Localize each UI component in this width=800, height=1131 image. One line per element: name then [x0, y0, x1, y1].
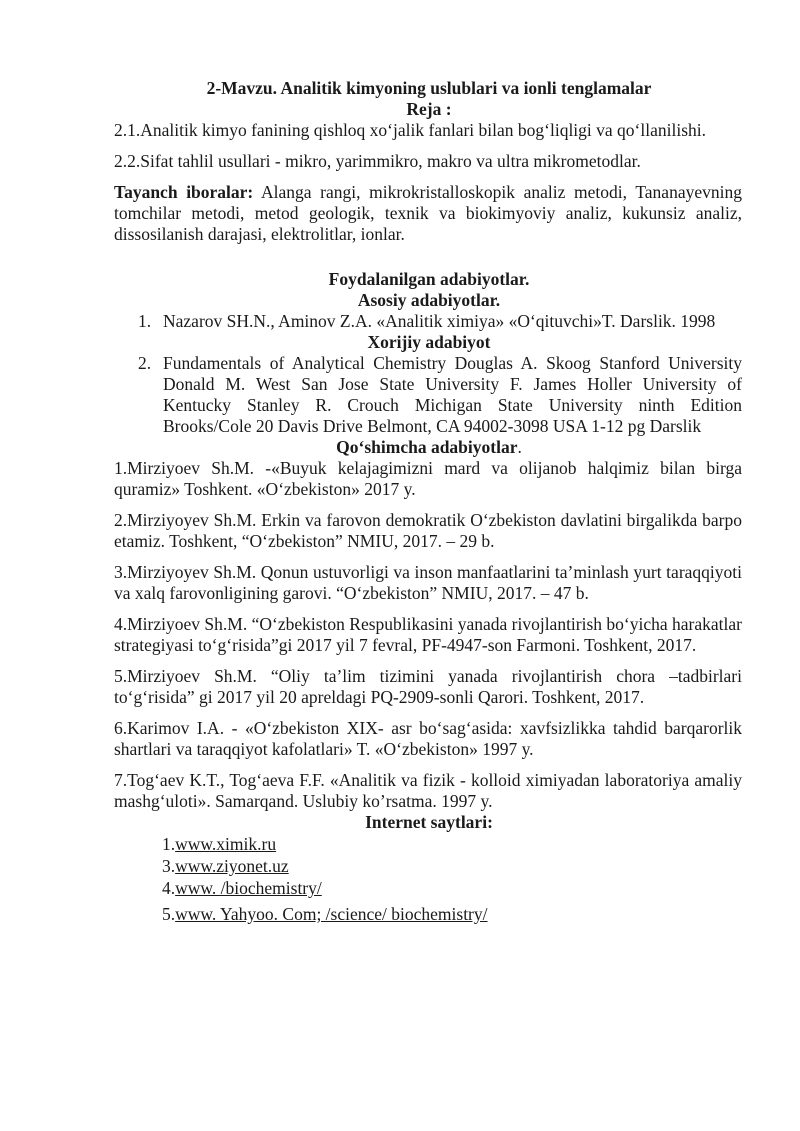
internet-list [162, 833, 742, 925]
foreign-literature-heading: Xorijiy adabiyot [367, 332, 491, 352]
additional-item-7: 7.Tog‘aev K.T., Tog‘aeva F.F. «Analitik va fizik - kolloid ximiyadan laboratoriya amaliy mashg‘uloti». Samarqand. Uslubiy ko’rsatma. 1997 y. [114, 770, 742, 811]
internet-link-ximik[interactable]: www.ximik.ru [175, 834, 277, 854]
literature-heading: Foydalanilgan adabiyotlar. [328, 269, 530, 289]
document-page [116, 78, 742, 925]
keywords-label: Tayanch iboralar: [114, 182, 254, 202]
page-title: 2-Mavzu. Analitik kimyoning uslublari va ionli tenglamalar [206, 78, 652, 98]
additional-item-1: 1.Mirziyoev Sh.M. -«Buyuk kelajagimizni mard va olijanob halqimiz bilan birga quramiz» Toshkent. «O‘zbekiston» 2017 y. [114, 458, 742, 499]
internet-heading: Internet saytlari: [365, 812, 493, 832]
additional-item-2: 2.Mirziyoyev Sh.M. Erkin va farovon demokratik O‘zbekiston davlatini birgalikda barpo etamiz. Toshkent, “O‘zbekiston” NMIU, 2017. – 29 b. [114, 510, 742, 551]
plan-item-1: 2.1.Analitik kimyo fanining qishloq xo‘jalik fanlari bilan bog‘liqligi va qo‘llanilishi. [114, 120, 707, 140]
additional-item-4: 4.Mirziyoev Sh.M. “O‘zbekiston Respublikasini yanada rivojlantirish bo‘yicha harakatlar strategiyasi to‘g‘risida”gi 2017 yil 7 fevral, PF-4947-son Farmoni. Toshkent, 2017. [114, 614, 742, 655]
foreign-literature-list [116, 353, 742, 437]
internet-link-ziyonet[interactable]: www.ziyonet.uz [175, 856, 289, 876]
main-literature-list [116, 311, 742, 332]
additional-literature-heading: Qo‘shimcha adabiyotlar. [336, 437, 522, 457]
keywords-paragraph [114, 182, 742, 245]
internet-link-yahyoo[interactable]: www. Yahyoo. Com; /science/ biochemistry/ [175, 904, 488, 924]
internet-link-biochemistry[interactable]: www. /biochemistry/ [175, 878, 322, 898]
additional-item-5: 5.Mirziyoev Sh.M. “Oliy ta’lim tizimini yanada rivojlantirish chora –tadbirlari to‘g‘risida” gi 2017 yil 20 apreldagi PQ-2909-sonli Qarori. Toshkent, 2017. [114, 666, 742, 707]
main-literature-heading: Asosiy adabiyotlar. [357, 290, 501, 310]
list-item: 1.www.ximik.ru [162, 834, 277, 854]
plan-item-2: 2.2.Sifat tahlil usullari - mikro, yarimmikro, makro va ultra mikrometodlar. [114, 151, 641, 171]
additional-item-6: 6.Karimov I.A. - «O‘zbekiston XIX- asr bo‘sag‘asida: xavfsizlikka tahdid barqarorlik shartlari va taraqqiyot kafolatlari» T. «O‘zbekiston» 1997 y. [114, 718, 742, 759]
list-item: 4.www. /biochemistry/ [162, 878, 322, 898]
plan-label: Reja : [406, 99, 452, 119]
additional-item-3: 3.Mirziyoyev Sh.M. Qonun ustuvorligi va inson manfaatlarini ta’minlash yurt taraqqiyoti va xalq farovonligining garovi. “O‘zbekiston” NMIU, 2017. – 47 b. [114, 562, 742, 603]
list-item: 2. Fundamentals of Analytical Chemistry Douglas A. Skoog Stanford University Donald M. West San Jose State University F. James Holler University of Kentucky Stanley R. Crouch Michigan State University ninth Edition Brooks/Cole 20 Davis Drive Belmont, CA 94002-3098 USA 1-12 pg Darslik [138, 353, 742, 436]
list-item: 1. Nazarov SH.N., Aminov Z.A. «Analitik ximiya» «O‘qituvchi»T. Darslik. 1998 [138, 311, 716, 331]
list-item: 3.www.ziyonet.uz [162, 856, 289, 876]
keywords-text: Alanga rangi, mikrokristalloskopik analiz metodi, Tananayevning tomchilar metodi, metod geologik, texnik va biokimyoviy analiz, kukunsiz analiz, dissosilanish darajasi, elektrolitlar, ionlar. [114, 182, 742, 244]
list-item: 5.www. Yahyoo. Com; /science/ biochemistry/ [162, 904, 488, 924]
